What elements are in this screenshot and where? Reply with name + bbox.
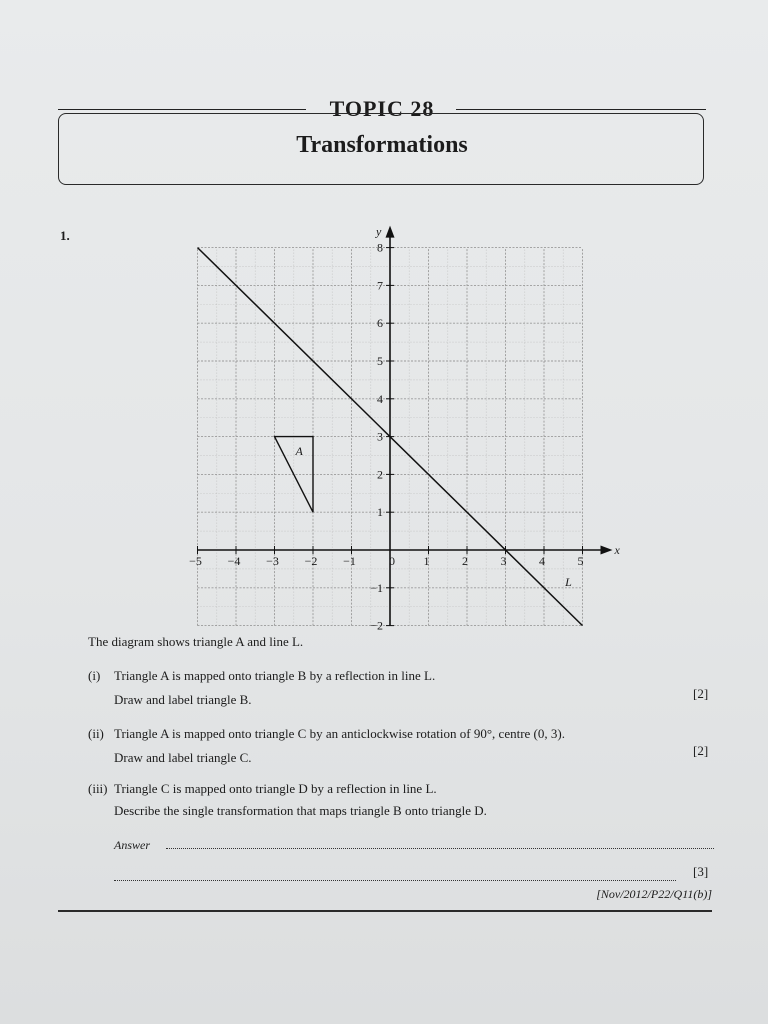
part-i-numeral: (i) xyxy=(88,668,101,683)
y-tick-label: 7 xyxy=(377,278,383,293)
part-ii-line2: Draw and label triangle C. xyxy=(114,750,252,765)
line-label-L: L xyxy=(565,574,572,589)
footer-rule xyxy=(58,910,712,912)
title-box xyxy=(58,113,704,185)
answer-label: Answer xyxy=(114,838,150,852)
part-ii-line1: Triangle A is mapped onto triangle C by an anticlockwise rotation of 90°, centre (0, 3). xyxy=(114,726,565,741)
x-tick-label: 5 xyxy=(577,554,584,568)
question-reference: [Nov/2012/P22/Q11(b)] xyxy=(596,887,712,901)
x-tick-label: −3 xyxy=(266,554,279,568)
topic-number: TOPIC 28 xyxy=(329,96,435,121)
x-axis-label: x xyxy=(614,543,620,557)
part-i-line1: Triangle A is mapped onto triangle B by a reflection in line L. xyxy=(114,668,436,683)
part-iii-line2: Describe the single transformation that maps triangle B onto triangle D. xyxy=(114,803,487,818)
x-tick-label: −5 xyxy=(189,554,202,568)
x-tick-label: 4 xyxy=(539,554,545,568)
part-ii-marks: [2] xyxy=(693,743,709,758)
answer-area xyxy=(114,838,714,856)
y-tick-label: −2 xyxy=(370,618,383,633)
y-tick-label: 1 xyxy=(377,505,383,520)
part-iii-line1: Triangle C is mapped onto triangle D by a reflection in line L. xyxy=(114,781,437,796)
x-tick-label: 0 xyxy=(389,554,395,568)
y-tick-label: 2 xyxy=(377,467,383,482)
y-tick-label: 3 xyxy=(377,429,383,444)
part-i-marks: [2] xyxy=(693,686,709,701)
page-title: Transformations xyxy=(296,132,468,158)
y-tick-label: 6 xyxy=(377,316,383,331)
y-tick-label: 5 xyxy=(377,354,383,368)
x-tick-label: −1 xyxy=(343,554,356,568)
answer-line-1[interactable] xyxy=(166,848,714,849)
question-intro: The diagram shows triangle A and line L. xyxy=(88,634,304,649)
x-axis-arrow xyxy=(601,546,613,555)
part-i-line2: Draw and label triangle B. xyxy=(114,692,252,707)
x-tick-label: −2 xyxy=(304,554,318,568)
part-iii-numeral: (iii) xyxy=(88,781,108,796)
y-tick-label: 8 xyxy=(377,240,383,255)
part-ii-numeral: (ii) xyxy=(88,726,104,741)
y-tick-label: −1 xyxy=(370,580,383,595)
coordinate-grid-chart xyxy=(189,220,620,633)
x-tick-label: 2 xyxy=(462,554,468,568)
answer-line-2[interactable] xyxy=(114,880,676,881)
y-axis-arrow xyxy=(386,226,395,238)
y-tick-label: 4 xyxy=(377,391,383,406)
x-tick-label: 1 xyxy=(423,554,430,568)
x-tick-label: −4 xyxy=(227,554,241,568)
y-axis-label: y xyxy=(376,224,382,239)
triangle-label-A: A xyxy=(295,443,303,458)
part-iii-marks: [3] xyxy=(693,864,709,879)
question-number: 1. xyxy=(60,228,70,243)
x-tick-label: 3 xyxy=(500,554,507,568)
